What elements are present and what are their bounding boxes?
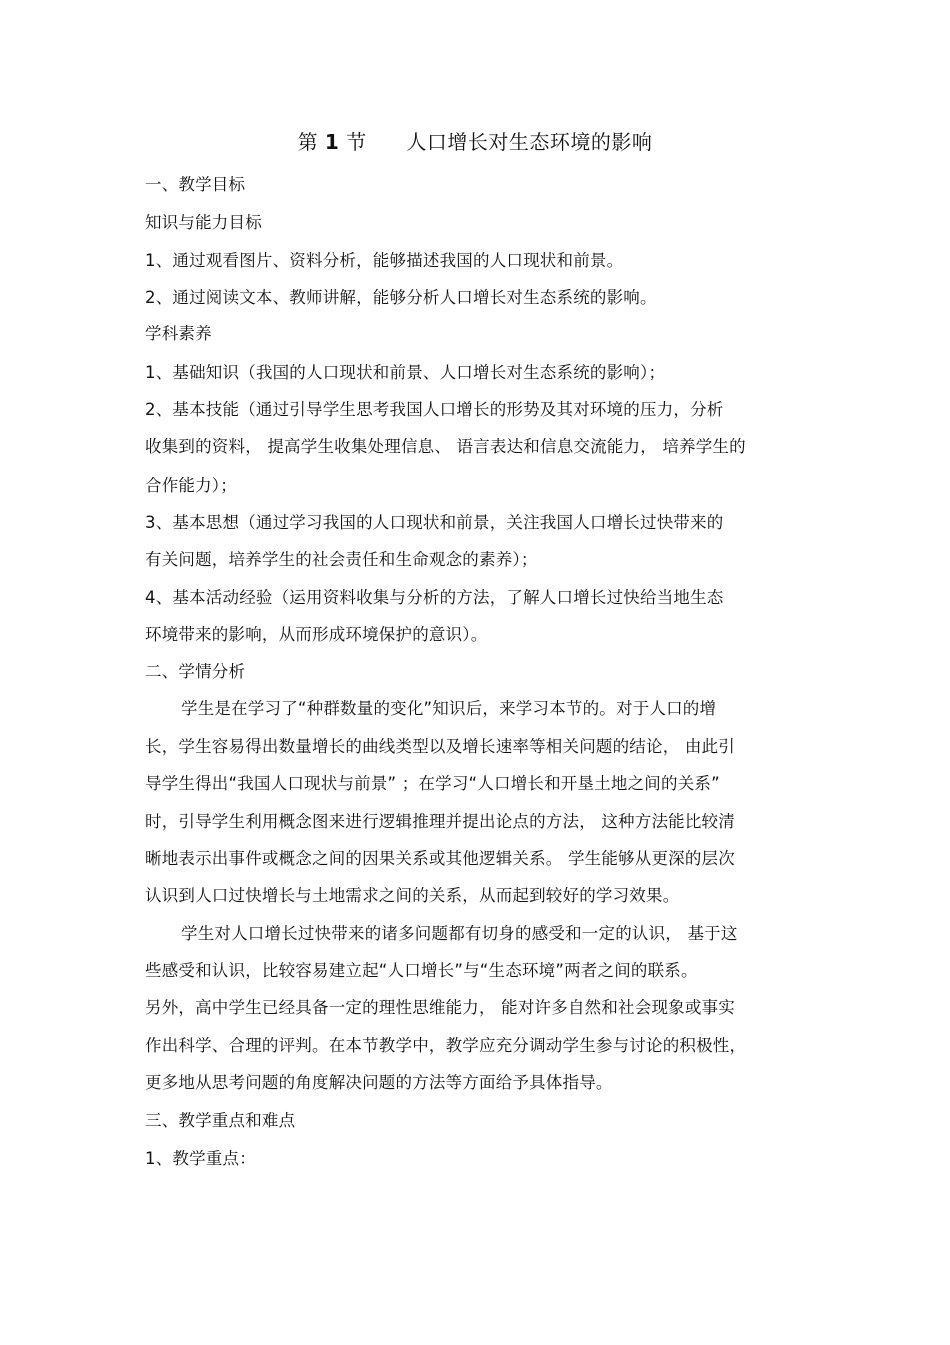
paragraph-line: 学生对人口增长过快带来的诸多问题都有切身的感受和一定的认识， 基于这 [181,924,738,943]
subheading-key-point-1: 1、教学重点： [145,1149,256,1168]
subheading-literacy: 学科素养 [145,324,212,343]
paragraph-line: 收集到的资料， 提高学生收集处理信息、 语言表达和信息交流能力， 培养学生的 [145,437,746,456]
title-prefix: 第 [297,130,319,154]
title-suffix: 节 [346,130,367,154]
paragraph-line: 晰地表示出事件或概念之间的因果关系或其他逻辑关系。 学生能够从更深的层次 [145,849,735,868]
paragraph-line: 3、基本思想（通过学习我国的人口现状和前景，关注我国人口增长过快带来的 [145,513,724,532]
paragraph-line: 另外，高中学生已经具备一定的理性思维能力， 能对许多自然和社会现象或事实 [145,998,735,1017]
section-heading-key-points: 三、教学重点和难点 [145,1111,296,1130]
subheading-knowledge-ability: 知识与能力目标 [145,213,262,232]
paragraph-line: 时，引导学生利用概念图来进行逻辑推理并提出论点的方法， 这种方法能比较清 [145,812,735,831]
paragraph-line: 环境带来的影响，从而形成环境保护的意识）。 [145,625,488,644]
paragraph-line: 学生是在学习了“种群数量的变化”知识后，来学习本节的。对于人口的增 [181,699,717,718]
paragraph-line: 2、通过阅读文本、教师讲解，能够分析人口增长对生态系统的影响。 [145,288,657,307]
title-section-number: 1 [324,130,340,154]
paragraph-line: 更多地从思考问题的角度解决问题的方法等方面给予具体指导。 [145,1073,613,1092]
paragraph-line: 有关问题，培养学生的社会责任和生命观念的素养）； [145,550,538,569]
section-heading-objectives: 一、教学目标 [145,175,246,194]
paragraph-line: 认识到人口过快增长与土地需求之间的关系，从而起到较好的学习效果。 [145,886,680,905]
paragraph-line: 些感受和认识，比较容易建立起“人口增长”与“生态环境”两者之间的联系。 [145,961,698,980]
paragraph-line: 1、通过观看图片、资料分析，能够描述我国的人口现状和前景。 [145,251,624,270]
section-heading-learner-analysis: 二、学情分析 [145,662,246,681]
paragraph-line: 导学生得出“我国人口现状与前景” ；在学习“人口增长和开垦土地之间的关系” [145,774,720,793]
paragraph-line: 4、基本活动经验（运用资料收集与分析的方法，了解人口增长过快给当地生态 [145,588,724,607]
paragraph-line: 合作能力）； [145,476,237,495]
title-text: 人口增长对生态环境的影响 [406,130,653,154]
paragraph-line: 2、基本技能（通过引导学生思考我国人口增长的形势及其对环境的压力，分析 [145,400,724,419]
paragraph-line: 长，学生容易得出数量增长的曲线类型以及增长速率等相关问题的结论， 由此引 [145,737,735,756]
paragraph-line: 1、基础知识（我国的人口现状和前景、人口增长对生态系统的影响）； [145,363,666,382]
page-title [0,128,950,156]
paragraph-line: 作出科学、合理的评判。在本节教学中，教学应充分调动学生参与讨论的积极性， [145,1036,747,1055]
